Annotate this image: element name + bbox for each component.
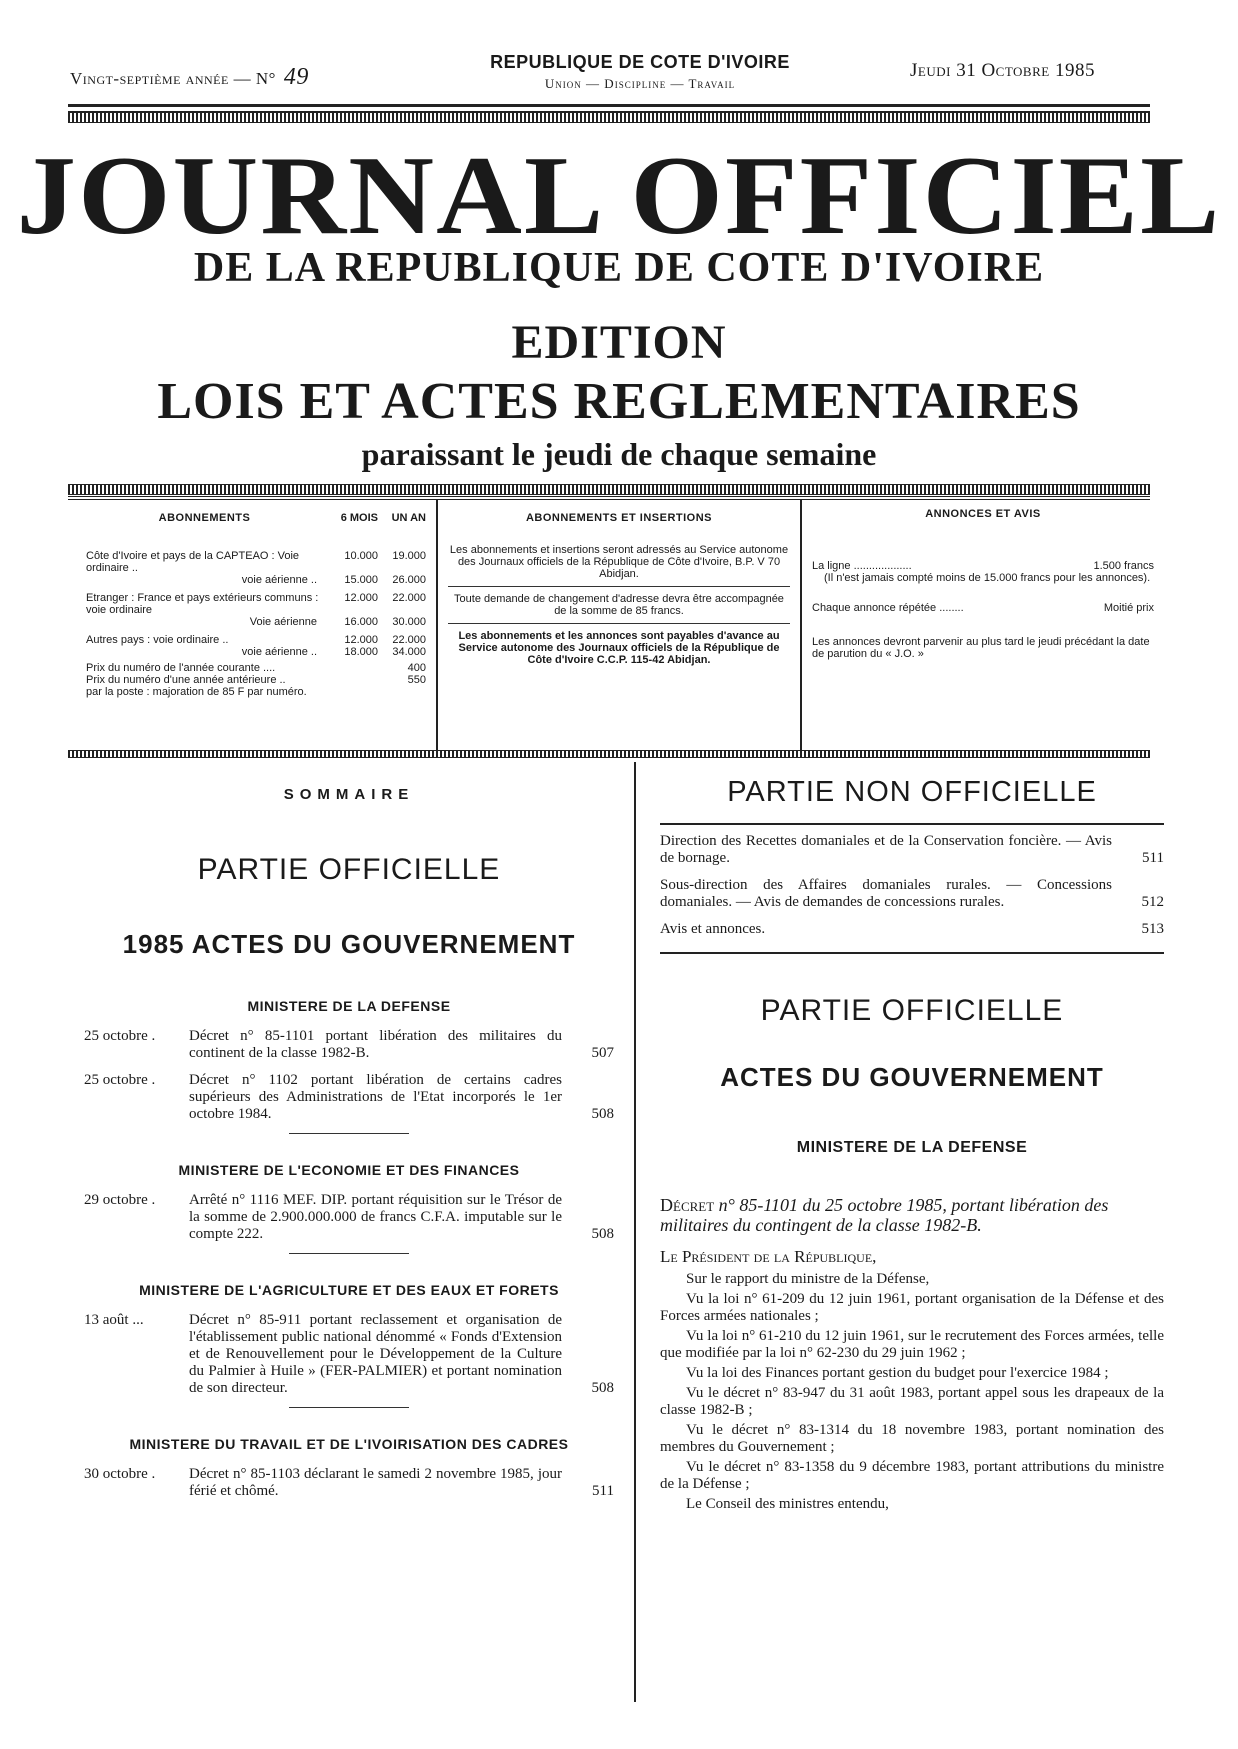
postage-note: par la poste : majoration de 85 F par numéro. — [86, 686, 307, 698]
subscription-row — [86, 634, 426, 646]
entry-date: 29 octobre . — [84, 1192, 156, 1208]
sommaire-entry — [84, 1072, 614, 1123]
annonces-block — [812, 508, 1154, 660]
left-actes-title: 1985 ACTES DU GOUVERNEMENT — [122, 929, 576, 959]
subscription-row — [86, 592, 426, 616]
masthead-frequency: paraissant le jeudi de chaque semaine — [361, 436, 877, 472]
ligne-row — [812, 560, 1154, 572]
non-entry-text: Sous-direction des Affaires domaniales rurales. — Concessions domaniales. — Avis de demandes de concessions rurales. — [660, 877, 1112, 910]
subscription-label: voie aérienne .. — [241, 646, 317, 658]
non-officielle-entry — [660, 833, 1164, 867]
header-rule — [68, 104, 1150, 112]
entry-text: Décret n° 85-911 portant reclassement et organisation de l'établissement public national dénommé « Fonds d'Extension et de Renouvellement pour le Développement de la Culture du Palmier à Huile » (FER-PALMIER) et portant nomination de son directeur. — [189, 1312, 562, 1396]
subscription-row — [86, 616, 426, 628]
price-current-label: Prix du numéro de l'année courante .... — [86, 662, 276, 674]
subscriptions-heading: ABONNEMENTS — [158, 512, 251, 524]
decret-paragraph: Vu la loi n° 61-210 du 12 juin 1961, sur le recrutement des Forces armées, telle que modifiée par la loi n° 62-230 du 29 juin 1962 ; — [660, 1328, 1164, 1361]
right-actes-title: ACTES DU GOUVERNEMENT — [720, 1062, 1104, 1092]
non-entry-page: 513 — [1141, 921, 1164, 937]
edition-year-text: Vingt-septième année — N° — [70, 69, 276, 88]
right-column — [660, 776, 1164, 1513]
left-partie-officielle: PARTIE OFFICIELLE — [197, 853, 501, 886]
republic-header — [440, 52, 840, 92]
issue-number: 49 — [283, 64, 309, 90]
price-previous-value: 550 — [407, 674, 426, 686]
subscription-6-mois: 10.000 — [344, 550, 378, 562]
decret-title-b: n° 85-1101 du 25 octobre 1985, portant libération des militaires du contingent de la classe 1982-B. — [660, 1195, 1109, 1235]
president-line: Le Président de la République, — [660, 1247, 877, 1266]
masthead-rule — [68, 496, 1150, 500]
non-entry-page: 512 — [1141, 894, 1164, 910]
col-un-an: UN AN — [391, 512, 426, 524]
table-bottom-rule — [68, 750, 1150, 758]
issue-date: Jeudi 31 Octobre 1985 — [910, 60, 1095, 81]
insertions-p1: Les abonnements et insertions seront adressés au Service autonome des Journaux officiels de la République de Côte d'Ivoire, B.P. V 70 Abidjan. — [449, 544, 789, 580]
annonces-deadline: Les annonces devront parvenir au plus tard le jeudi précédant la date de parution du « J.O. » — [812, 636, 1150, 660]
price-previous-label: Prix du numéro d'une année antérieure .. — [86, 674, 286, 686]
subscription-un-an: 22.000 — [392, 592, 426, 604]
price-current-row — [86, 662, 426, 674]
subscription-un-an: 30.000 — [392, 616, 426, 628]
ministry-heading: MINISTERE DE L'ECONOMIE ET DES FINANCES — [178, 1162, 520, 1178]
edition-year — [70, 64, 309, 91]
table-divider-1 — [436, 500, 438, 754]
entry-text: Décret n° 1102 portant libération de certains cadres supérieurs des Administrations de l'Etat incorporés le 1er octobre 1984. — [189, 1072, 562, 1122]
sommaire-entry — [84, 1192, 614, 1243]
decret-title — [660, 1195, 1164, 1235]
non-officielle-entry — [660, 921, 1164, 938]
entry-page: 508 — [591, 1226, 614, 1242]
subscription-label: Etranger : France et pays extérieurs communs : voie ordinaire — [86, 592, 319, 616]
subscription-6-mois: 18.000 — [344, 646, 378, 658]
section-separator — [289, 1133, 409, 1134]
non-entry-text: Avis et annonces. — [660, 921, 766, 937]
entry-page: 508 — [591, 1380, 614, 1396]
decret-paragraph: Le Conseil des ministres entendu, — [686, 1496, 889, 1512]
entry-page: 508 — [591, 1106, 614, 1122]
repeated-label: Chaque annonce répétée ........ — [812, 602, 964, 614]
subscription-row — [86, 646, 426, 658]
insertions-block — [448, 512, 790, 666]
entry-date: 25 octobre . — [84, 1028, 156, 1044]
subscription-6-mois: 12.000 — [344, 592, 378, 604]
non-entry-page: 511 — [1142, 850, 1164, 866]
header-hatch-rule — [68, 112, 1150, 123]
decret-body — [660, 1271, 1164, 1513]
annonces-heading: ANNONCES ET AVIS — [925, 508, 1041, 520]
subscription-6-mois: 15.000 — [344, 574, 378, 586]
subscriptions-list — [86, 550, 426, 658]
right-partie-officielle: PARTIE OFFICIELLE — [760, 994, 1064, 1027]
non-entry-text: Direction des Recettes domaniales et de la Conservation foncière. — Avis de bornage. — [660, 833, 1112, 866]
subscription-un-an: 22.000 — [392, 634, 426, 646]
masthead-title: JOURNAL OFFICIEL — [16, 134, 1222, 258]
annonces-minimum: (Il n'est jamais compté moins de 15.000 francs pour les annonces). — [824, 572, 1151, 584]
subscription-label: voie aérienne .. — [241, 574, 317, 586]
sommaire-sections — [84, 998, 614, 1500]
ministry-heading: MINISTERE DU TRAVAIL ET DE L'IVOIRISATION DES CADRES — [129, 1436, 569, 1452]
subscription-label: Côte d'Ivoire et pays de la CAPTEAO : Voie ordinaire .. — [86, 550, 300, 574]
ministry-heading: MINISTERE DE LA DEFENSE — [247, 998, 451, 1014]
subscription-un-an: 26.000 — [392, 574, 426, 586]
decret-paragraph: Vu le décret n° 83-1314 du 18 novembre 1983, portant nomination des membres du Gouvernement ; — [660, 1422, 1164, 1455]
sommaire-entry — [84, 1312, 614, 1397]
subscription-6-mois: 12.000 — [344, 634, 378, 646]
ligne-label: La ligne ................... — [812, 560, 912, 572]
table-divider-2 — [800, 500, 802, 754]
masthead-hatch-rule — [68, 484, 1150, 495]
subscriptions-block — [86, 512, 426, 698]
subscription-row — [86, 550, 426, 574]
decret-paragraph: Sur le rapport du ministre de la Défense, — [686, 1271, 930, 1287]
section-separator — [289, 1253, 409, 1254]
insertions-p2: Toute demande de changement d'adresse devra être accompagnée de la somme de 85 francs. — [454, 593, 784, 617]
subscription-un-an: 19.000 — [392, 550, 426, 562]
republic-name: REPUBLIQUE DE COTE D'IVOIRE — [490, 52, 790, 72]
col-6-mois: 6 MOIS — [340, 512, 378, 524]
subscription-label: Autres pays : voie ordinaire .. — [86, 634, 229, 646]
sommaire-entry — [84, 1028, 614, 1062]
masthead-edition: EDITION — [511, 316, 727, 369]
non-officielle-entries — [660, 833, 1164, 938]
entry-date: 13 août ... — [84, 1312, 144, 1328]
entry-page: 507 — [591, 1045, 614, 1061]
insertions-p3: Les abonnements et les annonces sont payables d'avance au Service autonome des Journaux officiels de la République de Côte d'Ivoire C.C.P. 115-42 Abidjan. — [458, 630, 780, 666]
decret-paragraph: Vu la loi n° 61-209 du 12 juin 1961, portant organisation de la Défense et des Forces armées nationales ; — [660, 1291, 1164, 1324]
masthead-edition-type: LOIS ET ACTES REGLEMENTAIRES — [157, 373, 1081, 430]
price-current-value: 400 — [407, 662, 426, 674]
repeated-price: Moitié prix — [1103, 602, 1154, 614]
sommaire-entry — [84, 1466, 614, 1500]
decret-paragraph: Vu le décret n° 83-947 du 31 août 1983, portant appel sous les drapeaux de la classe 1982-B ; — [660, 1385, 1164, 1418]
masthead-subtitle: DE LA REPUBLIQUE DE COTE D'IVOIRE — [193, 245, 1045, 291]
decret-paragraph: Vu le décret n° 83-1358 du 9 décembre 1983, portant attributions du ministre de la Défense ; — [660, 1459, 1164, 1492]
sommaire-title: SOMMAIRE — [283, 786, 415, 803]
entry-text: Décret n° 85-1103 déclarant le samedi 2 novembre 1985, jour férié et chômé. — [189, 1466, 562, 1499]
subscription-row — [86, 574, 426, 586]
entry-date: 30 octobre . — [84, 1466, 156, 1482]
republic-motto: Union — Discipline — Travail — [544, 76, 736, 91]
price-previous-row — [86, 674, 426, 686]
repeated-row — [812, 602, 1154, 614]
ministry-heading: MINISTERE DE L'AGRICULTURE ET DES EAUX ET FORETS — [139, 1282, 559, 1298]
insertions-heading: ABONNEMENTS ET INSERTIONS — [525, 512, 713, 524]
decret-paragraph: Vu la loi des Finances portant gestion du budget pour l'exercice 1984 ; — [686, 1365, 1109, 1381]
subscription-un-an: 34.000 — [392, 646, 426, 658]
subscription-label: Voie aérienne — [249, 616, 317, 628]
entry-date: 25 octobre . — [84, 1072, 156, 1088]
entry-page: 511 — [592, 1483, 614, 1499]
column-divider — [634, 762, 636, 1702]
entry-text: Arrêté n° 1116 MEF. DIP. portant réquisition sur le Trésor de la somme de 2.900.000.000 de francs C.F.A. imputable sur le compte 222. — [189, 1192, 562, 1242]
non-officielle-entry — [660, 877, 1164, 911]
entry-text: Décret n° 85-1101 portant libération des militaires du continent de la classe 1982-B. — [189, 1028, 562, 1061]
partie-non-officielle: PARTIE NON OFFICIELLE — [727, 776, 1097, 808]
decret-title-a: Décret — [660, 1195, 715, 1215]
left-column — [84, 786, 614, 1510]
ligne-price: 1.500 francs — [1093, 560, 1154, 572]
subscription-6-mois: 16.000 — [344, 616, 378, 628]
section-separator — [289, 1407, 409, 1408]
right-ministry: MINISTERE DE LA DEFENSE — [796, 1139, 1028, 1156]
